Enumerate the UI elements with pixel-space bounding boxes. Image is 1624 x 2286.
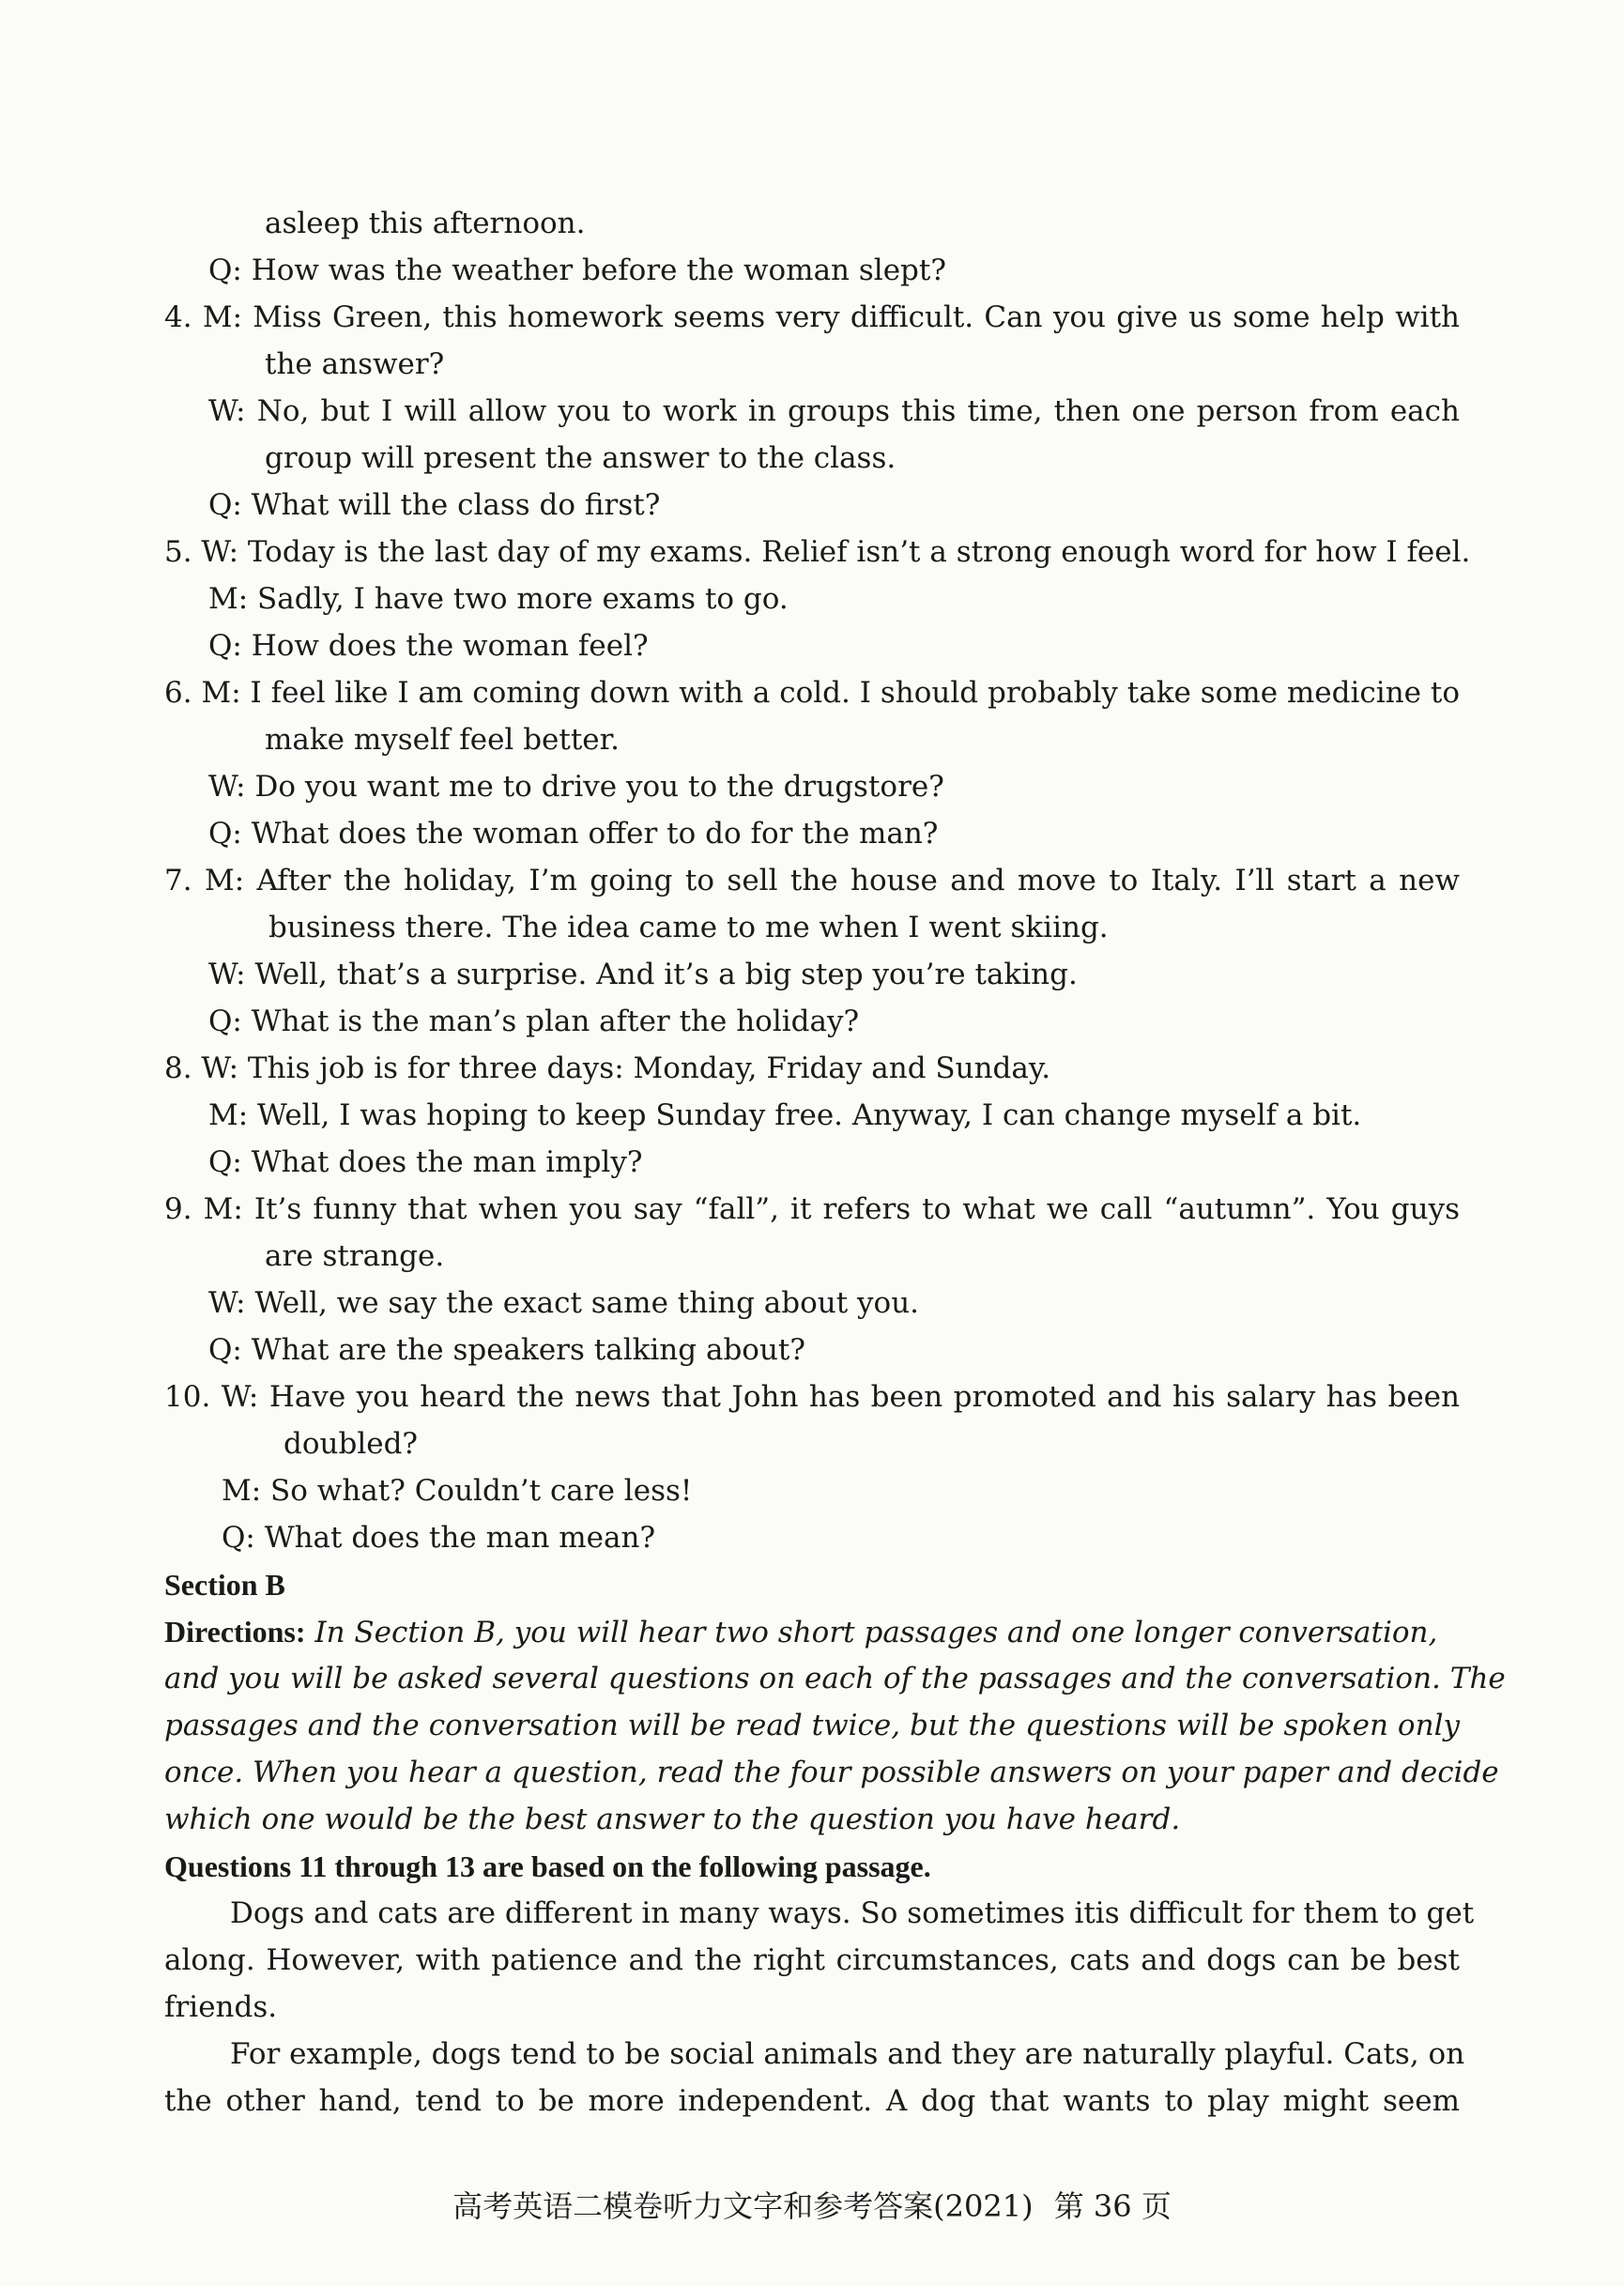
transcript-line: Q: What does the man imply? <box>208 1145 643 1179</box>
transcript-line: W: No, but I will allow you to work in groups this time, then one person from each <box>208 394 1460 428</box>
directions-line: once. When you hear a question, read the four possible answers on your paper and decide <box>164 1756 1499 1789</box>
transcript-line: Q: How was the weather before the woman slept? <box>208 253 946 287</box>
directions-label: Directions: <box>164 1615 306 1649</box>
footer-title: 高考英语二模卷听力文字和参考答案(2021) <box>452 2188 1034 2224</box>
transcript-line: 8. W: This job is for three days: Monday, Friday and Sunday. <box>164 1051 1051 1085</box>
transcript-line: doubled? <box>283 1427 419 1461</box>
transcript-line: make myself feel better. <box>265 723 620 757</box>
passage-line: the other hand, tend to be more independent. A dog that wants to play might seem <box>164 2084 1460 2118</box>
transcript-line: Q: What does the man mean? <box>222 1521 656 1555</box>
directions-first-line <box>164 1613 1460 1651</box>
transcript-line: 7. M: After the holiday, I’m going to sell the house and move to Italy. I’ll start a new <box>164 864 1460 898</box>
passage-line: friends. <box>164 1990 278 2024</box>
page-number: 第 36 页 <box>1053 2188 1172 2224</box>
transcript-line: 10. W: Have you heard the news that John has been promoted and his salary has been <box>164 1380 1460 1414</box>
questions-heading: Questions 11 through 13 are based on the following passage. <box>164 1849 931 1883</box>
transcript-line: business there. The idea came to me when I went skiing. <box>268 911 1109 944</box>
transcript-line: 9. M: It’s funny that when you say “fall”, it refers to what we call “autumn”. You guys <box>164 1192 1460 1226</box>
transcript-line: Q: What are the speakers talking about? <box>208 1333 805 1367</box>
transcript-line: 6. M: I feel like I am coming down with a cold. I should probably take some medicine to <box>164 676 1460 710</box>
transcript-line: are strange. <box>265 1239 445 1273</box>
transcript-line: 4. M: Miss Green, this homework seems very difficult. Can you give us some help with <box>164 300 1460 334</box>
directions-line: passages and the conversation will be read twice, but the questions will be spoken only <box>164 1709 1460 1742</box>
directions-text: In Section B, you will hear two short passages and one longer conversation, <box>314 1616 1438 1649</box>
transcript-line: group will present the answer to the class. <box>265 441 896 475</box>
transcript-line: W: Well, we say the exact same thing about you. <box>208 1286 920 1320</box>
transcript-line: Q: What is the man’s plan after the holiday? <box>208 1005 860 1038</box>
transcript-line: M: So what? Couldn’t care less! <box>222 1474 693 1508</box>
passage-line: Dogs and cats are different in many ways. So sometimes itis difficult for them to get <box>230 1896 1475 1930</box>
section-title: Section B <box>164 1568 285 1602</box>
transcript-line: the answer? <box>265 347 445 381</box>
transcript-line: asleep this afternoon. <box>265 207 586 240</box>
transcript-line: Q: What will the class do first? <box>208 488 661 522</box>
passage-line: along. However, with patience and the right circumstances, cats and dogs can be best <box>164 1943 1460 1977</box>
directions-line: which one would be the best answer to the question you have heard. <box>164 1803 1181 1836</box>
passage-line: For example, dogs tend to be social animals and they are naturally playful. Cats, on <box>230 2037 1465 2071</box>
transcript-line: Q: How does the woman feel? <box>208 629 649 663</box>
transcript-line: 5. W: Today is the last day of my exams. Relief isn’t a strong enough word for how I feel. <box>164 535 1471 569</box>
transcript-line: W: Well, that’s a surprise. And it’s a big step you’re taking. <box>208 958 1078 991</box>
transcript-line: Q: What does the woman offer to do for the man? <box>208 817 939 851</box>
page-footer <box>0 2187 1624 2225</box>
transcript-line: M: Sadly, I have two more exams to go. <box>208 582 789 616</box>
directions-line: and you will be asked several questions on each of the passages and the conversation. The <box>164 1662 1506 1695</box>
transcript-line: M: Well, I was hoping to keep Sunday free. Anyway, I can change myself a bit. <box>208 1098 1362 1132</box>
transcript-line: W: Do you want me to drive you to the drugstore? <box>208 770 944 804</box>
